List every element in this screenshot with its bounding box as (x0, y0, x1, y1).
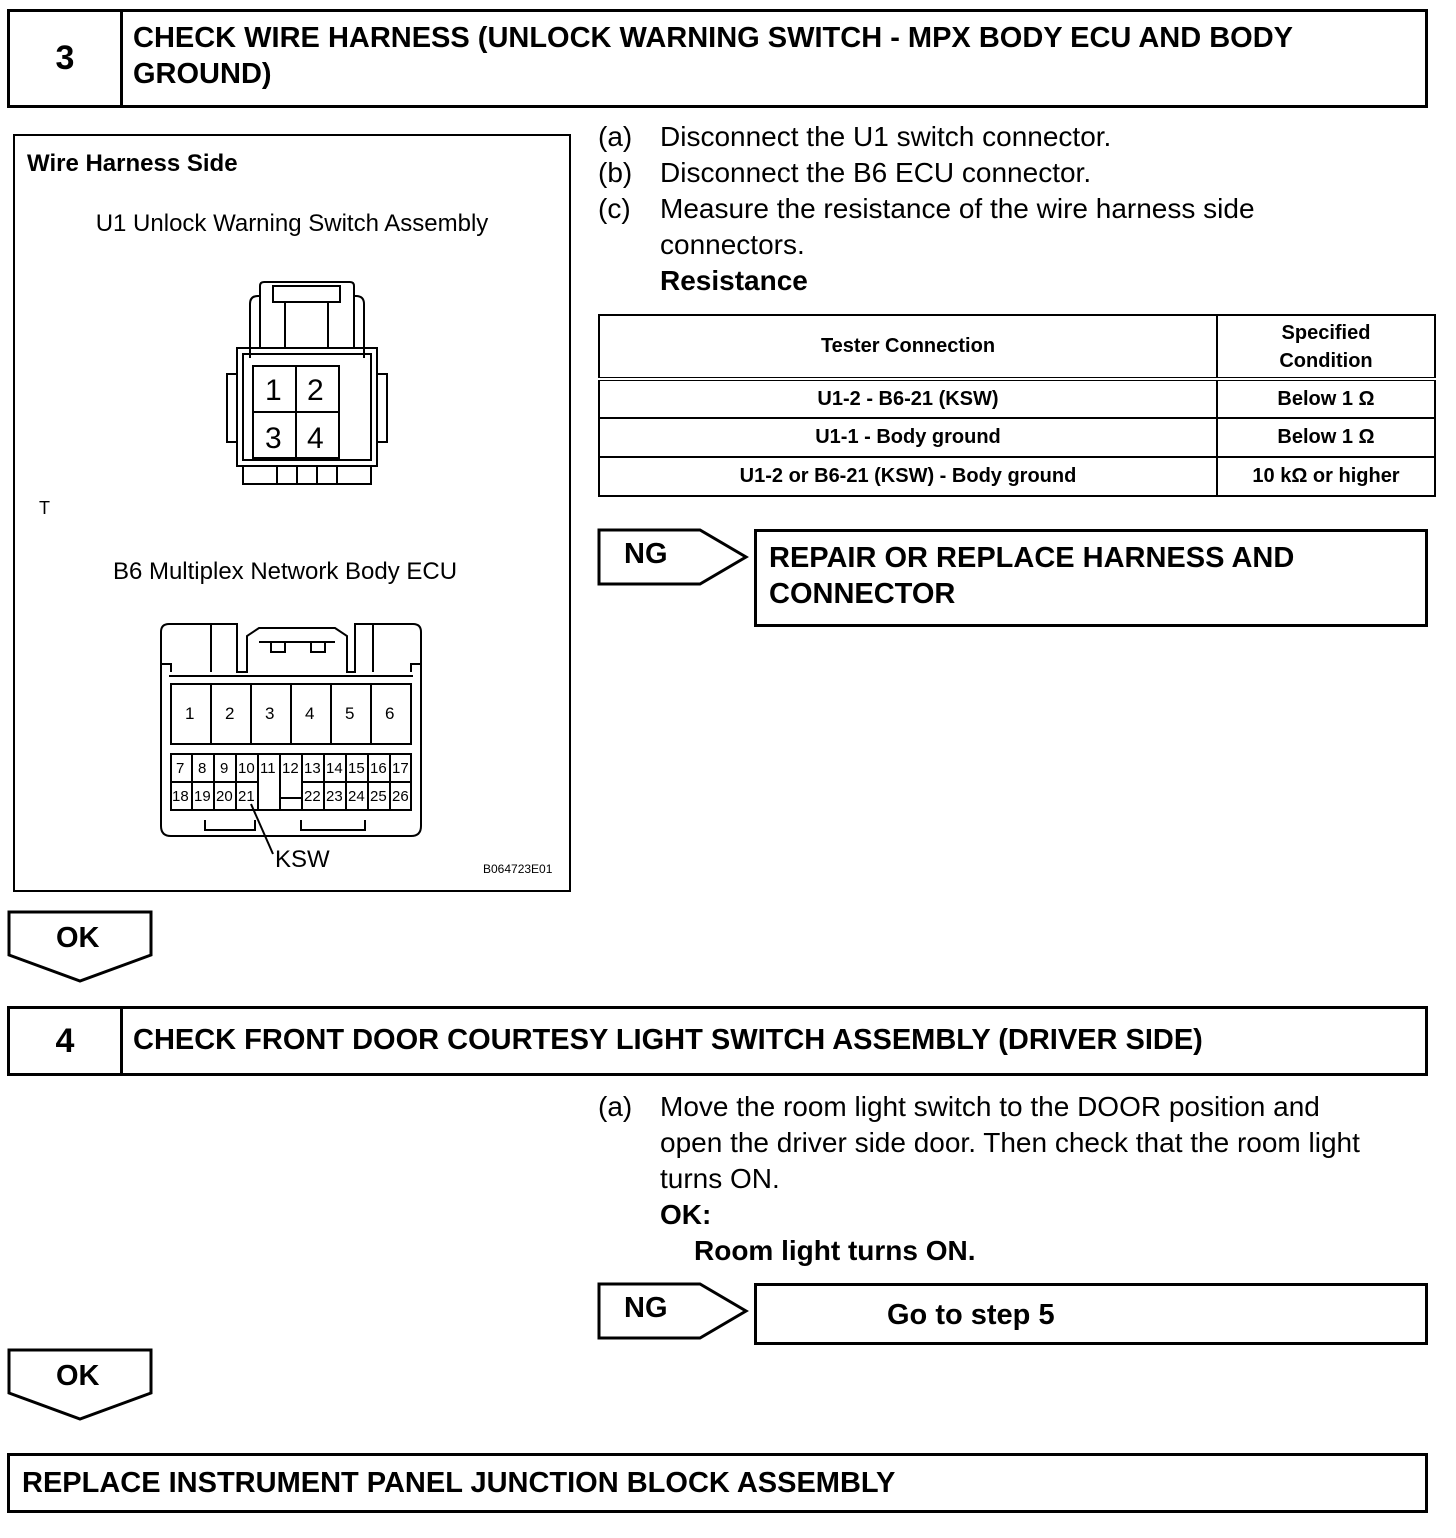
ng-result-box-1 (754, 529, 1428, 627)
b6-top-pin-1: 1 (185, 704, 195, 723)
b6-pin-10: 10 (238, 760, 255, 777)
b6-top-pin-4: 4 (305, 704, 315, 723)
step-number: 3 (10, 12, 123, 105)
instruction-text-1: Move the room light switch to the DOOR position and (660, 1091, 1320, 1122)
go-to-step-5: Go to step 5 (887, 1299, 1055, 1331)
cell-connection: U1-1 - Body ground (599, 418, 1217, 457)
diagram-heading: Wire Harness Side (27, 150, 238, 177)
instruction-label: (b) (598, 157, 633, 188)
final-action-title: REPLACE INSTRUMENT PANEL JUNCTION BLOCK ASSEMBLY (22, 1467, 896, 1499)
table-header-row (599, 315, 1435, 379)
step-title: CHECK WIRE HARNESS (UNLOCK WARNING SWITCH - MPX BODY ECU AND BODY GROUND) (133, 22, 1293, 90)
b6-pin-26: 26 (392, 788, 409, 805)
step-3-header (7, 9, 1428, 108)
b6-pin-12: 12 (282, 760, 299, 777)
b6-pin-21: 21 (238, 788, 255, 805)
b6-pin-25: 25 (370, 788, 387, 805)
step3-instruction-c (598, 191, 1438, 301)
b6-pin-19: 19 (194, 788, 211, 805)
ok-label-2: OK (56, 1360, 100, 1392)
u1-pin-4: 4 (307, 422, 324, 455)
resistance-label: Resistance (660, 265, 808, 296)
cell-connection: U1-2 - B6-21 (KSW) (599, 379, 1217, 418)
ng-label-1: NG (624, 538, 668, 570)
step4-instruction-a (598, 1089, 1438, 1273)
instruction-text: Disconnect the U1 switch connector. (660, 121, 1112, 152)
b6-pin-11: 11 (260, 760, 276, 777)
b6-top-pin-2: 2 (225, 704, 235, 723)
u1-pin-1: 1 (265, 374, 282, 407)
ng-label-2: NG (624, 1292, 668, 1324)
b6-pin-9: 9 (220, 760, 229, 777)
b6-pin-8: 8 (198, 760, 207, 777)
ng-arrow-1 (596, 527, 752, 589)
b6-pin-16: 16 (370, 760, 387, 777)
header-specified-condition (1217, 315, 1435, 379)
b6-pin-17: 17 (392, 760, 409, 777)
t-mark: T (39, 498, 50, 518)
instruction-label: (a) (598, 121, 633, 152)
step-number: 4 (10, 1009, 123, 1073)
table-row (599, 418, 1435, 457)
resistance-table (598, 314, 1436, 497)
b6-pin-14: 14 (326, 760, 343, 777)
cell-condition: Below 1 Ω (1217, 379, 1435, 418)
step-4-header (7, 1006, 1428, 1076)
b6-pin-13: 13 (304, 760, 321, 777)
cell-condition: 10 kΩ or higher (1217, 457, 1435, 496)
ng-result-line-2: CONNECTOR (769, 578, 956, 610)
header-specified: Specified (1281, 321, 1371, 344)
step3-instruction-b (598, 155, 1438, 191)
b6-top-pin-5: 5 (345, 704, 355, 723)
ksw-label: KSW (275, 846, 330, 873)
u1-connector-label: U1 Unlock Warning Switch Assembly (95, 210, 489, 237)
b6-pin-23: 23 (326, 788, 343, 805)
instruction-text-3: turns ON. (660, 1163, 780, 1194)
b6-pin-15: 15 (348, 760, 365, 777)
figure-code: B064723E01 (483, 862, 553, 876)
instruction-label: (c) (598, 193, 631, 224)
b6-top-pin-3: 3 (265, 704, 275, 723)
ng-result-line-1: REPAIR OR REPLACE HARNESS AND (769, 542, 1295, 574)
u1-pin-2: 2 (307, 374, 324, 407)
ng-result-box-2 (754, 1283, 1428, 1345)
table-row (599, 457, 1435, 496)
b6-pin-24: 24 (348, 788, 365, 805)
u1-pin-3: 3 (265, 422, 282, 455)
cell-condition: Below 1 Ω (1217, 418, 1435, 457)
b6-pin-7: 7 (176, 760, 185, 777)
ok-criteria-text: Room light turns ON. (694, 1235, 976, 1266)
instruction-text: Measure the resistance of the wire harness side (660, 193, 1255, 224)
instruction-text-cont: connectors. (660, 229, 805, 260)
header-condition: Condition (1279, 349, 1373, 372)
header-tester-connection: Tester Connection (599, 315, 1217, 379)
b6-top-pin-6: 6 (385, 704, 395, 723)
step3-instruction-a (598, 119, 1438, 155)
ok-criteria-label: OK: (660, 1199, 712, 1230)
final-action-box (7, 1453, 1428, 1513)
b6-connector-label: B6 Multiplex Network Body ECU (112, 558, 458, 585)
instruction-text-2: open the driver side door. Then check that the room light (660, 1127, 1360, 1158)
step-title: CHECK FRONT DOOR COURTESY LIGHT SWITCH ASSEMBLY (DRIVER SIDE) (133, 1024, 1203, 1056)
ok-label-1: OK (56, 922, 100, 954)
b6-pin-20: 20 (216, 788, 233, 805)
ng-arrow-2 (596, 1281, 752, 1343)
cell-connection: U1-2 or B6-21 (KSW) - Body ground (599, 457, 1217, 496)
instruction-label: (a) (598, 1091, 633, 1122)
instruction-text: Disconnect the B6 ECU connector. (660, 157, 1092, 188)
wiring-diagram (13, 134, 571, 892)
b6-pin-22: 22 (304, 788, 321, 805)
table-row (599, 379, 1435, 418)
b6-pin-18: 18 (172, 788, 189, 805)
